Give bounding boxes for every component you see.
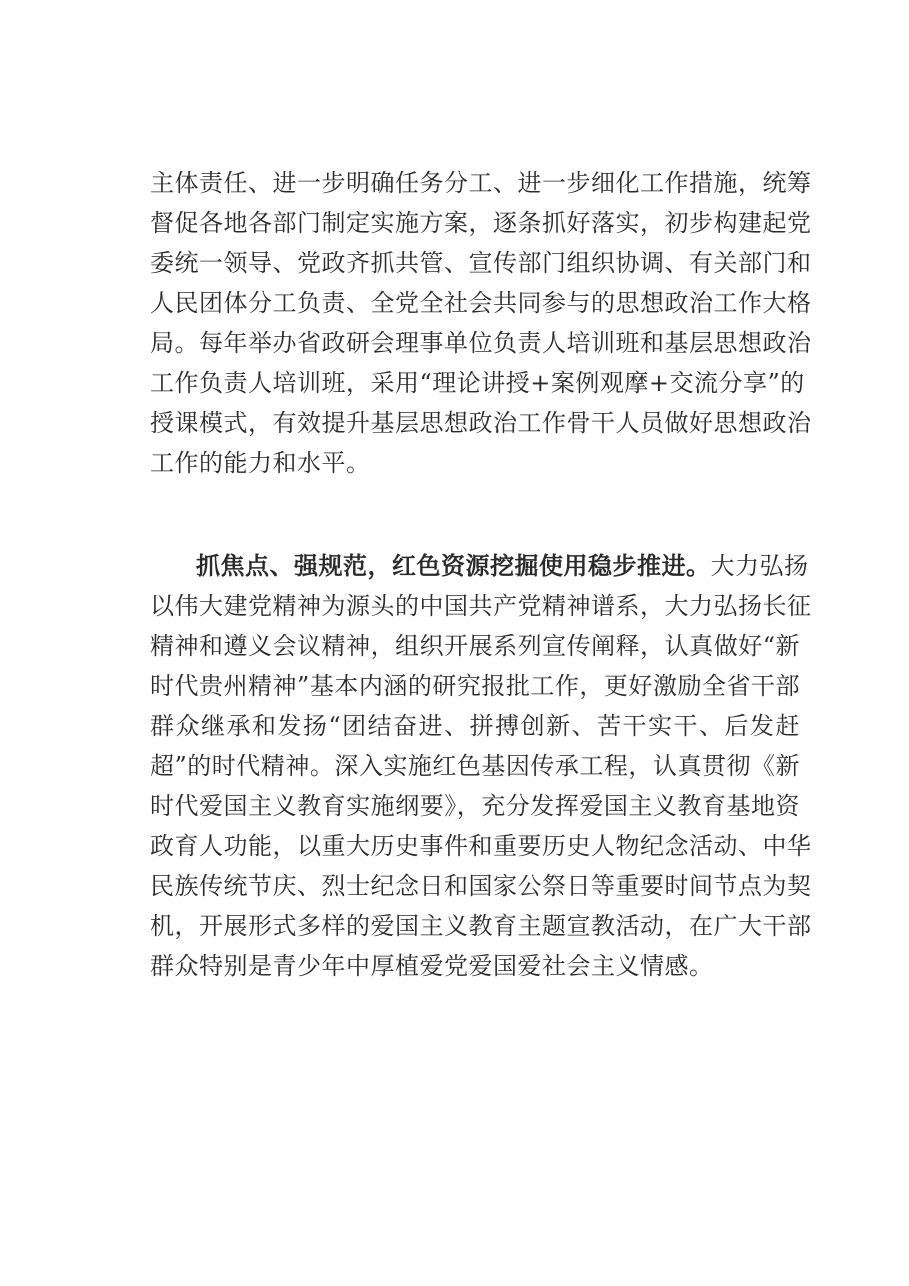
paragraph-1-line: 工作的能力和水平。 [150,449,371,477]
paragraph-2-line: 时代贵州精神”基本内涵的研究报批工作，更好激励全省干部 [150,672,800,700]
paragraph-2-line: 精神和遵义会议精神，组织开展系列宣传阐释，认真做好“新 [150,632,800,660]
paragraph-1-line: 督促各地各部门制定实施方案，逐条抓好落实，初步构建起党 [150,209,812,237]
paragraph-2-first-line-rest: 大力弘扬 [710,552,809,580]
paragraph-1-line: 委统一领导、党政齐抓共管、宣传部门组织协调、有关部门和 [150,249,812,277]
paragraph-2-line: 以伟大建党精神为源头的中国共产党精神谱系，大力弘扬长征 [150,592,812,620]
paragraph-2-line: 政育人功能，以重大历史事件和重要历史人物纪念活动、中华 [150,832,812,860]
paragraph-1-line: 授课模式，有效提升基层思想政治工作骨干人员做好思想政治 [150,409,812,437]
paragraph-2-first-line [150,546,809,586]
paragraph-1-line: 主体责任、进一步明确任务分工、进一步细化工作措施，统筹 [150,169,812,197]
paragraph-2-line: 机，开展形式多样的爱国主义教育主题宣教活动，在广大干部 [150,912,812,940]
paragraph-1-line: 局。每年举办省政研会理事单位负责人培训班和基层思想政治 [150,329,812,357]
paragraph-1-line: 人民团体分工负责、全党全社会共同参与的思想政治工作大格 [150,289,812,317]
paragraph-1 [150,163,812,483]
paragraph-2-line: 时代爱国主义教育实施纲要》，充分发挥爱国主义教育基地资 [150,792,800,820]
paragraph-2-line: 群众继承和发扬“团结奋进、拼搏创新、苦干实干、后发赶 [150,712,800,740]
paragraph-2-line: 群众特别是青少年中厚植爱党爱国爱社会主义情感。 [150,952,714,980]
section-heading: 抓焦点、强规范，红色资源挖掘使用稳步推进。 [196,552,711,580]
paragraph-2 [150,546,812,986]
paragraph-2-line: 超”的时代精神。深入实施红色基因传承工程，认真贯彻《新 [150,752,800,780]
paragraph-2-line: 民族传统节庆、烈士纪念日和国家公祭日等重要时间节点为契 [150,872,812,900]
paragraph-1-line: 工作负责人培训班，采用“理论讲授+案例观摩+交流分享”的 [150,369,805,397]
